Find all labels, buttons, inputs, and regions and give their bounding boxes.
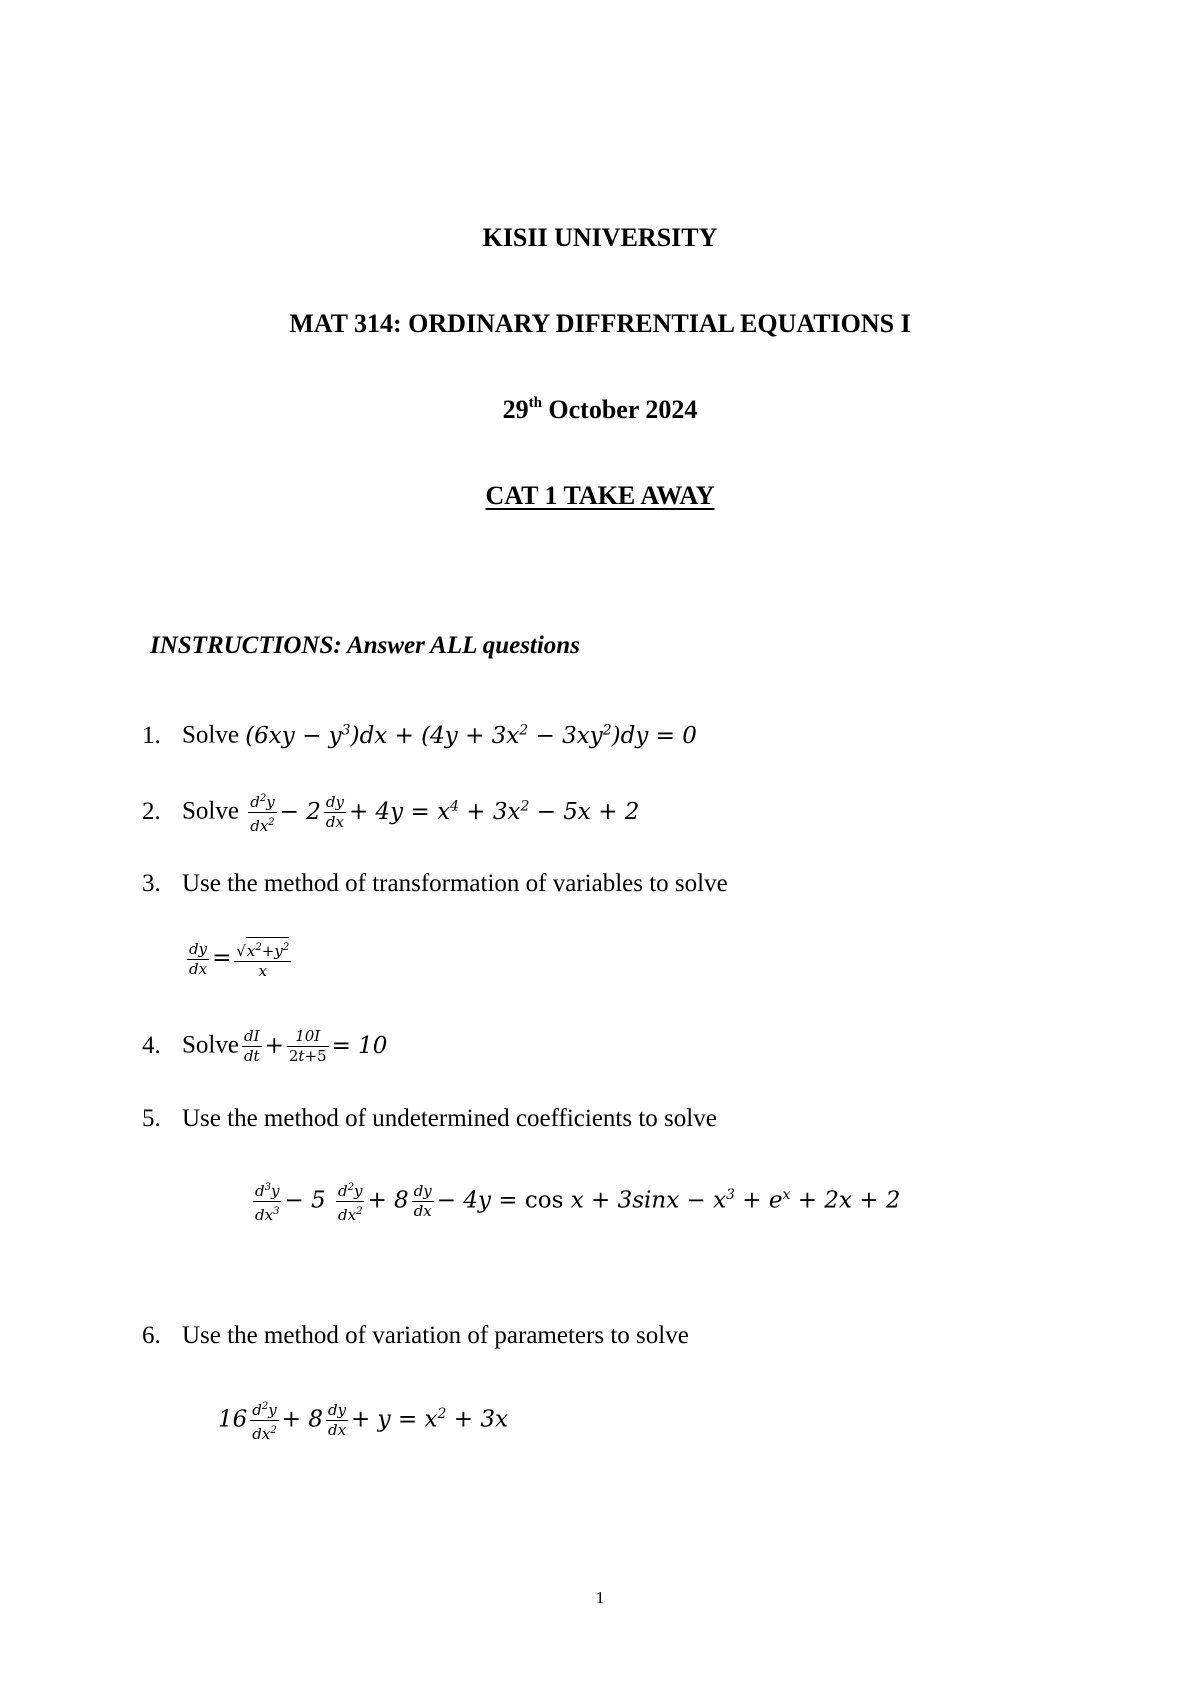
exam-title: CAT 1 TAKE AWAY <box>485 481 715 510</box>
page-number: 1 <box>595 1588 605 1607</box>
exam-date: 29th October 2024 <box>502 395 698 424</box>
question-6: 6. Use the method of variation of parameters to solve <box>142 1322 689 1349</box>
equation-5: $\frac{d^3y}{dx^3}$ − 5 $\frac{d^2y}{dx^2}$ + 8 $\frac{dy}{dx}$ − $4y = \cos x + 3\sin x - x^3 + e^x + 2x + 2$ <box>250 1178 900 1225</box>
equation-4: $\frac{dI}{dt}$ + $\frac{10I}{2t+5}$ = 10 <box>243 1027 388 1065</box>
instructions: INSTRUCTIONS: Answer ALL questions <box>150 632 580 659</box>
question-5: 5. Use the method of undetermined coefficients to solve <box>142 1105 717 1132</box>
equation-1: $(6xy - y^3)dx + (4y + 3x^2 - 3xy^2)dy = 0$ <box>245 722 697 749</box>
course-title: MAT 314: ORDINARY DIFFRENTIAL EQUATIONS I <box>289 309 911 338</box>
university-title: KISII UNIVERSITY <box>482 223 718 252</box>
question-1: 1. Solve $(6xy - y^3)dx + (4y + 3x^2 - 3xy^2)dy = 0$ <box>142 721 697 749</box>
equation-2: $\frac{d^2y}{dx^2}$ − 2 $\frac{dy}{dx}$ + $4y = x^4 + 3x^2 - 5x + 2$ <box>245 799 639 825</box>
question-2: 2. Solve $\frac{d^2y}{dx^2}$ − 2 $\frac{dy}{dx}$ + $4y = x^4 + 3x^2 - 5x + 2$ <box>142 789 639 836</box>
equation-6: 16 $\frac{d^2y}{dx^2}$ + 8 $\frac{dy}{dx}$ + $y = x^2 + 3x$ <box>218 1397 508 1444</box>
question-3: 3. Use the method of transformation of variables to solve <box>142 870 728 897</box>
equation-3: $\frac{dy}{dx}$ = $\frac{√x^2+y^2}{x}$ <box>184 937 294 981</box>
question-4: 4. Solve $\frac{dI}{dt}$ + $\frac{10I}{2t+5}$ = 10 <box>142 1027 388 1065</box>
